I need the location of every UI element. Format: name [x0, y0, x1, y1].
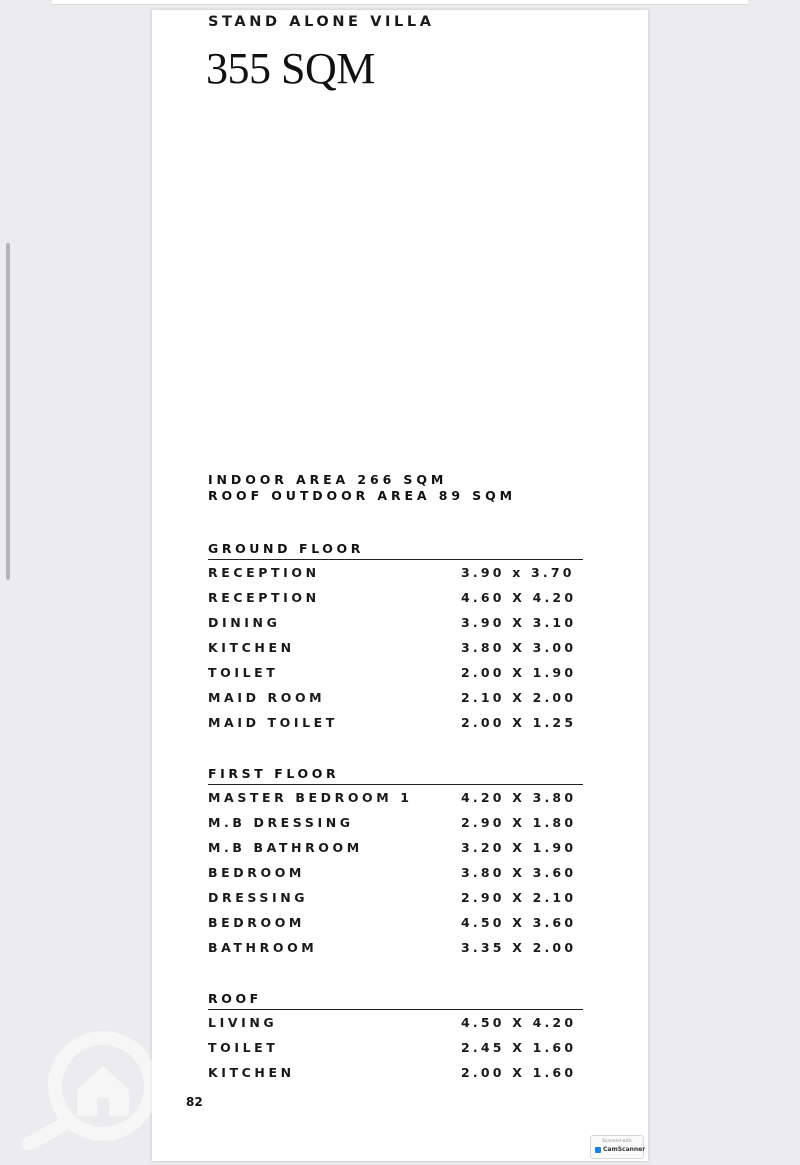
- scanner-caption: Scanned with: [602, 1138, 632, 1143]
- section-heading-label: GROUND FLOOR: [208, 541, 364, 556]
- room-row: [208, 787, 588, 807]
- room-row: [208, 1037, 588, 1057]
- room-row: [208, 712, 588, 732]
- room-dimensions: 4.50 X 3.60: [461, 915, 577, 930]
- section-heading-label: FIRST FLOOR: [208, 766, 340, 781]
- room-dimensions: 2.00 X 1.90: [461, 665, 577, 680]
- section-heading-label: ROOF: [208, 991, 262, 1006]
- room-name: RECEPTION: [208, 590, 320, 605]
- room-name: DINING: [208, 615, 281, 630]
- room-row: [208, 1012, 588, 1032]
- room-name: M.B BATHROOM: [208, 840, 363, 855]
- room-dimensions: 2.10 X 2.00: [461, 690, 577, 705]
- indoor-area-text: INDOOR AREA 266 SQM: [208, 472, 448, 487]
- room-row: [208, 887, 588, 907]
- room-name: M.B DRESSING: [208, 815, 354, 830]
- room-row: [208, 612, 588, 632]
- room-dimensions: 2.90 X 2.10: [461, 890, 577, 905]
- room-dimensions: 2.00 X 1.25: [461, 715, 577, 730]
- room-name: RECEPTION: [208, 565, 320, 580]
- room-dimensions: 4.60 X 4.20: [461, 590, 577, 605]
- page-number: 82: [186, 1095, 203, 1109]
- room-name: KITCHEN: [208, 640, 295, 655]
- room-name: DRESSING: [208, 890, 309, 905]
- roof-outdoor-area-text: ROOF OUTDOOR AREA 89 SQM: [208, 488, 516, 503]
- room-row: [208, 562, 588, 582]
- camscanner-logo-icon: [595, 1147, 601, 1153]
- room-name: KITCHEN: [208, 1065, 295, 1080]
- room-name: MAID ROOM: [208, 690, 326, 705]
- room-dimensions: 2.45 X 1.60: [461, 1040, 577, 1055]
- room-name: TOILET: [208, 665, 279, 680]
- room-dimensions: 3.20 X 1.90: [461, 840, 577, 855]
- room-row: [208, 837, 588, 857]
- room-name: BEDROOM: [208, 915, 305, 930]
- section-heading-ground-floor: [208, 535, 583, 560]
- home-search-icon: [15, 1020, 165, 1154]
- room-row: [208, 937, 588, 957]
- room-dimensions: 3.90 x 3.70: [461, 565, 575, 580]
- room-dimensions: 4.50 X 4.20: [461, 1015, 577, 1030]
- room-name: BEDROOM: [208, 865, 305, 880]
- room-dimensions: 3.80 X 3.60: [461, 865, 577, 880]
- previous-page-edge: [52, 0, 748, 5]
- room-row: [208, 662, 588, 682]
- room-name: LIVING: [208, 1015, 278, 1030]
- room-name: MAID TOILET: [208, 715, 338, 730]
- room-dimensions: 2.90 X 1.80: [461, 815, 577, 830]
- document-page: [152, 10, 648, 1161]
- room-name: MASTER BEDROOM 1: [208, 790, 413, 805]
- section-heading-first-floor: [208, 760, 583, 785]
- room-row: [208, 862, 588, 882]
- room-dimensions: 4.20 X 3.80: [461, 790, 577, 805]
- room-row: [208, 912, 588, 932]
- room-dimensions: 3.80 X 3.00: [461, 640, 577, 655]
- room-row: [208, 637, 588, 657]
- scanner-name: CamScanner: [603, 1146, 646, 1153]
- room-row: [208, 812, 588, 832]
- camscanner-badge: [590, 1135, 644, 1159]
- room-row: [208, 587, 588, 607]
- room-dimensions: 3.90 X 3.10: [461, 615, 577, 630]
- room-row: [208, 1062, 588, 1082]
- room-row: [208, 687, 588, 707]
- room-dimensions: 3.35 X 2.00: [461, 940, 577, 955]
- property-type-subtitle: STAND ALONE VILLA: [208, 14, 435, 30]
- room-name: BATHROOM: [208, 940, 318, 955]
- room-dimensions: 2.00 X 1.60: [461, 1065, 577, 1080]
- total-area-title: 355 SQM: [206, 44, 375, 93]
- room-name: TOILET: [208, 1040, 279, 1055]
- scrollbar[interactable]: [6, 243, 10, 580]
- section-heading-roof: [208, 985, 583, 1010]
